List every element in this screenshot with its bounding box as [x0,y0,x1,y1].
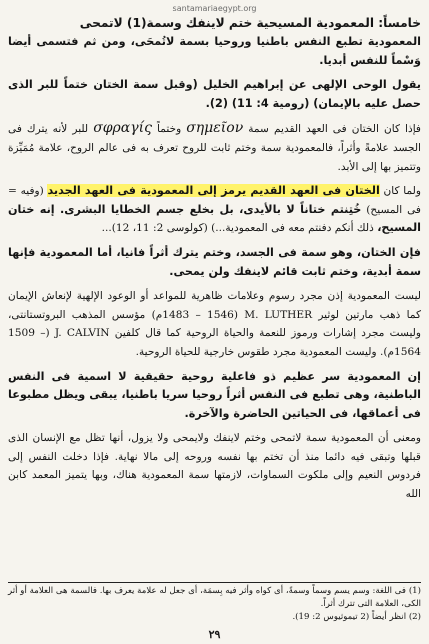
text-run: وختماً [156,123,182,136]
colossians-paragraph [8,182,421,238]
watermark: santamariaegypt.org [172,4,257,13]
eternal-seal-paragraph: فإن الختان، وهو سمة فى الجسد، وختم يترك أثراً فانيا، أما المعمودية فإنها سمة أبدية، وختم ثابت قائم لاينفك ولن يمحى. [8,245,421,278]
highlighted-text: الختان فى العهد القديم يرمز إلى المعمودية فى العهد الجديد [47,184,380,198]
intro-paragraph: المعمودية تطبع النفس باطنيا وروحيا بسمة لاتُمحَى، ومن ثم فتسمى أيضا وَسْماً للنفس أبديا. [8,35,421,67]
greek-word-sphragis: σφραγίς [93,120,152,137]
bold-quote: خُتِنتم ختاناً لا بالأيدى، بل بخلع جسم الخطايا البشرى. إنه ختان المسيح، [8,202,421,235]
text-run: فإذا كان الختان فى العهد القديم سمة [248,123,421,136]
meaning-paragraph: ومعنى أن المعمودية سمة لاتمحى وختم لاينفك ولايمحى ولا يزول، أنها تظل مع الإنسان الذى قبلها وتبقى فيه دائما منذ أن تختم بها نفسه وروحه إلى مالا نهاية. فإذا دخلت النفس إلى فردوس النعيم وإلى ملكوت السماوات، لازمتها سمة المعمودية هناك، وبها يتميز المعمد كابن الله [8,432,421,501]
footnotes [8,582,421,624]
abraham-paragraph: يقول الوحى الإلهى عن إبراهيم الخليل (وقبل سمة الختان ختماً للبر الذى حصل عليه بالإيمان) (رومية 4: 11) (2). [8,78,421,110]
page-number: ٢٩ [208,628,221,641]
circumcision-paragraph [8,119,421,176]
reformers-paragraph: ليست المعمودية إذن مجرد رسوم وعلامات ظاهرية للمواعد أو الوعود الإلهية لإنعاش الإيمان كما ذهب مارتين لوثير M. LUTHER (1483 – 1546م) مؤسس المذهب البروتستانتى، وليست مجرد إشارات ورموز للنعمة والحياة الروحية كما قال كلفين J. CALVIN (1509 – 1564م). وليست المعمودية مجرد طقوس خارجية للحياة الروحية. [8,290,422,358]
sacrament-paragraph: إن المعمودية سر عظيم ذو فاعلية روحية حقيقية لا اسمية فى النفس الباطنية، وهى تطبع فى النفس أثراً روحيا سريا باطنيا، يبقى ويظل مطبوعا فى أعماقها، فى الحياتين الحاضرة والآخرة. [8,369,421,420]
document-page [8,4,421,640]
footnote-1: (1) فى اللغة: وسم يسم وسماً وسمةً، أى كواه وأثر فيه بِسمَة، أى جعل له علامة يعرف بها. فالسمة هى العلامة أو أثر الكى، العلامة التى تترك أثراً. [8,586,421,609]
text-run: ولما كان [383,185,421,198]
text-run: (وفيه = فى المسيح) [8,185,421,216]
text-run: للبر لأنه يترك فى الجسد علامةً وأثراً، فالمعمودية سمة وختم ثابت للروح تعرف به فى عالم الروح، علامة مُمَيِّزة وتتميز بها إلى الأبد. [8,123,421,173]
section-heading: خامساً: المعمودية المسيحية ختم لاينفك وسمة(1) لاتمحى [79,16,421,30]
footnote-2: (2) انظر أيضاً (2 تيموثيوس 2: 19). [292,612,421,622]
text-run: ذلك أنكم دفنتم معه فى المعمودية...) (كولوسى 2: 11، 12)... [101,222,374,235]
greek-word-semeion: σημεῖον [186,120,244,137]
